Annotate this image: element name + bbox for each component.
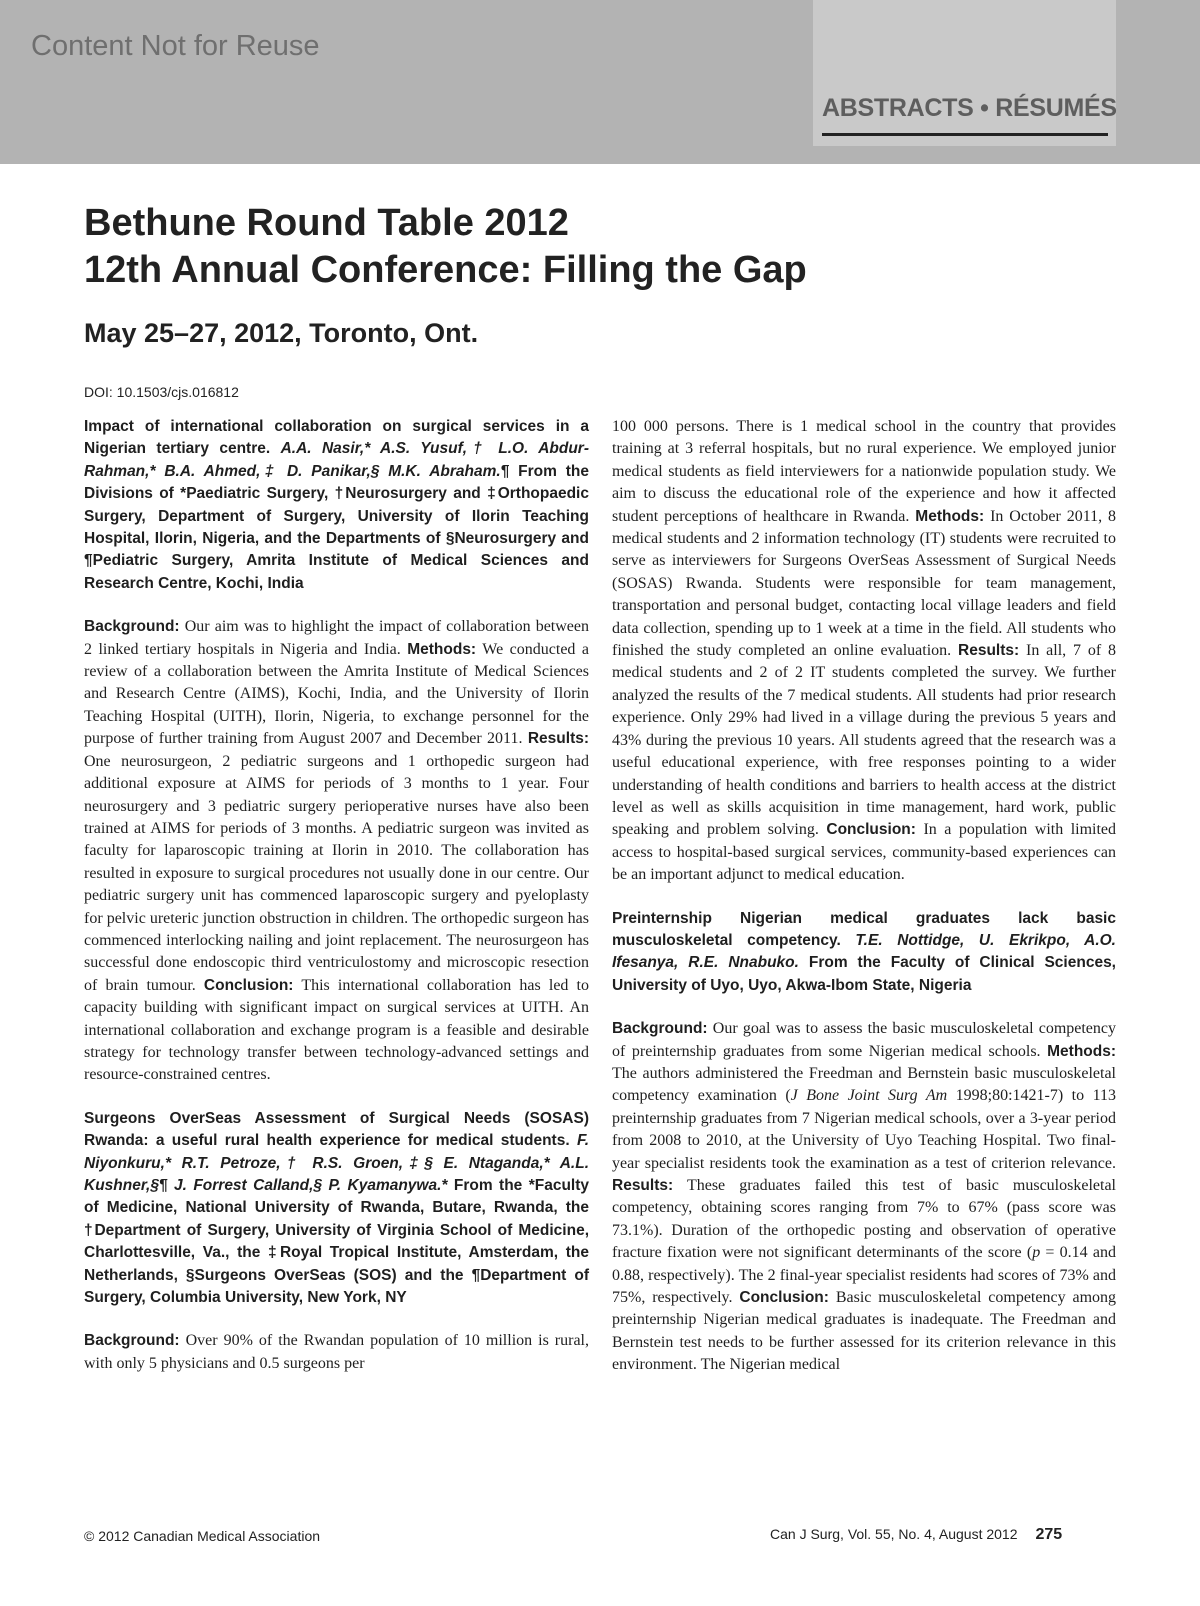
abstract-3-background: Our goal was to assess the basic musculoskeletal competency of preinternship graduates from some Nigerian medical schools. <box>612 1020 1117 1060</box>
abstract-3-background-label: Background: <box>612 1020 708 1038</box>
page-title-line-2: 12th Annual Conference: Filling the Gap <box>84 249 807 291</box>
section-label: ABSTRACTS • RÉSUMÉS <box>822 94 1117 122</box>
abstract-3-methods-part-1: The authors administered the Freedman and Bernstein basic musculoskeletal competency examination ( <box>612 1064 1116 1105</box>
abstract-2-conclusion: In a population with limited access to hospital-based surgical services, community-based experiences can be an important adjunct to medical education. <box>612 821 1117 884</box>
abstract-2-body-continued <box>612 416 1116 887</box>
left-column <box>84 416 589 1375</box>
abstract-3-methods-citation: J Bone Joint Surg Am <box>790 1087 948 1105</box>
abstract-1-results-label: Results: <box>527 730 590 748</box>
abstract-3-conclusion-label: Conclusion: <box>739 1289 829 1307</box>
abstract-1-conclusion: This international collaboration has led to capacity building with significant impact on surgical services at UITH. An international collaboration and exchange program is a feasible and desirable strategy for technology transfer between technology-advanced settings and resource-constrained centres. <box>84 976 589 1084</box>
abstract-3-authors: T.E. Nottidge, U. Ekrikpo, A.O. Ifesanya, R.E. Nnabuko. <box>612 931 1116 972</box>
abstract-2-methods: In October 2011, 8 medical students and 2 information technology (IT) students were recruited to serve as interviewers for Surgeons OverSeas Assessment of Surgical Needs (SOSAS) Rwanda. Students were responsible for team management, transportation and personal budget, contacting local village leaders and field data collection, spending up to 1 week at a time in the field. All students who finished the study completed an online evaluation. <box>612 507 1117 660</box>
abstract-1-conclusion-label: Conclusion: <box>203 976 294 994</box>
abstract-2-title: Surgeons OverSeas Assessment of Surgical Needs (SOSAS) Rwanda: a useful rural health experience for medical students. <box>84 1109 589 1150</box>
abstract-3-affiliation: From the Faculty of Clinical Sciences, University of Uyo, Uyo, Akwa-Ibom State, Nigeria <box>612 954 1116 994</box>
abstract-1-body <box>84 616 589 1087</box>
abstract-2-methods-label: Methods: <box>915 507 985 525</box>
abstract-3-results-p-value-symbol: p <box>1032 1244 1041 1262</box>
abstract-3-results-part-2: = 0.14 and 0.88, respectively). The 2 final-year specialist residents had scores of 73% and 75%, respectively. <box>612 1244 1117 1307</box>
abstract-2-results: In all, 7 of 8 medical students and 2 of 2 IT students completed the survey. We further analyzed the results of the 7 medical students. All students had prior research experience. Only 29% had lived in a village during the previous 5 years and 43% during the previous 10 years. All students agreed that the research was a useful educational experience, with free responses pointing to a wider understanding of health conditions and barriers to health access at the district level as well as skills acquisition in time management, hard work, public speaking and problem solving. <box>612 642 1117 839</box>
conference-date-location: May 25–27, 2012, Toronto, Ont. <box>84 318 479 348</box>
abstract-1-results: One neurosurgeon, 2 pediatric surgeons and 1 orthopedic surgeon had additional exposure at AIMS for periods of 3 months to 1 year. Four neurosurgery and 3 pediatric surgery perioperative nurses have also been trained at AIMS for periods of 3 months. A pediatric surgeon was invited as faculty for laparoscopic training at Ilorin in 2010. The collaboration has resulted in exposure to surgical procedures not usually done in our centre. Our pediatric surgery unit has commenced laparoscopic surgery and pyeloplasty for pelvic ureteric junction obstruction in children. The orthopedic surgeon has commenced interlocking nailing and joint replacement. The neurosurgeon has successful done endoscopic third ventriculostomy and microscopic resection of brain tumour. <box>84 752 589 994</box>
abstract-1-authors: A.A. Nasir,* A.S. Yusuf,† L.O. Abdur-Rahman,* B.A. Ahmed,‡ D. Panikar,§ M.K. Abraham.¶ <box>84 440 589 480</box>
section-label-underline <box>822 133 1108 136</box>
abstract-3-methods-label: Methods: <box>1047 1042 1117 1060</box>
abstract-2-background-label: Background: <box>84 1332 180 1350</box>
right-column <box>612 416 1116 1377</box>
page-title <box>84 200 807 294</box>
abstract-3-results-label: Results: <box>612 1177 674 1194</box>
abstract-2-conclusion-label: Conclusion: <box>826 821 916 839</box>
abstract-2-results-label: Results: <box>958 642 1020 660</box>
abstract-3-methods-part-2: 1998;80:1421-7) to 113 preinternship graduates from 7 Nigerian medical schools, over a 3-year period from 2008 to 2010, at the University of Uyo Teaching Hospital. Two final-year specialist residents took the examination as a test of criterion relevance. <box>612 1087 1116 1172</box>
doi: DOI: 10.1503/cjs.016812 <box>84 384 239 400</box>
abstract-2-body-start <box>84 1330 589 1375</box>
abstract-2-heading <box>84 1108 589 1310</box>
abstract-2-authors: F. Niyonkuru,* R.T. Petroze,† R.S. Groen,‡§ E. Ntaganda,* A.L. Kushner,§¶ J. Forrest Calland,§ P. Kyamanywa.* <box>84 1132 590 1194</box>
section-label-box <box>813 0 1116 146</box>
abstract-3-results-part-1: These graduates failed this test of basic musculoskeletal competency, obtaining scores ranging from 7% to 67% (pass score was 73.1%). Duration of the orthopedic posting and observation of operative fracture fixation were not significant determinants of the score ( <box>612 1177 1116 1262</box>
page-number: 275 <box>1035 1526 1063 1543</box>
page-title-line-1: Bethune Round Table 2012 <box>84 202 569 244</box>
abstract-1-title: Impact of international collaboration on surgical services in a Nigerian tertiary centre. <box>84 418 589 458</box>
footer-journal: Can J Surg, Vol. 55, No. 4, August 2012 <box>770 1526 1018 1542</box>
abstract-2-background-part-1: Over 90% of the Rwandan population of 10 million is rural, with only 5 physicians and 0.5 surgeons per <box>84 1332 590 1372</box>
abstract-3-conclusion: Basic musculoskeletal competency among preinternship Nigerian medical graduates is inadequate. The Freedman and Bernstein test needs to be further assessed for its criterion relevance in this environment. The Nigerian medical <box>612 1289 1117 1374</box>
abstract-1-methods-label: Methods: <box>407 640 477 658</box>
footer-citation <box>770 1526 1062 1544</box>
abstract-1-background-label: Background: <box>84 618 180 636</box>
footer-copyright: © 2012 Canadian Medical Association <box>84 1528 321 1544</box>
abstract-3-heading <box>612 908 1116 998</box>
abstract-1-background: Our aim was to highlight the impact of collaboration between 2 linked tertiary hospitals in Nigeria and India. <box>84 618 590 658</box>
abstract-2-background-part-2: 100 000 persons. There is 1 medical school in the country that provides training at 3 referral hospitals, but no rural experience. We employed junior medical students as field interviewers for a nationwide population study. We aim to discuss the educational role of the experience and how it affected student perceptions of healthcare in Rwanda. <box>612 418 1116 525</box>
abstract-3-body <box>612 1018 1116 1377</box>
abstract-2-affiliation: From the *Faculty of Medicine, National University of Rwanda, Butare, Rwanda, the †Department of Surgery, University of Virginia School of Medicine, Charlottesville, Va., the ‡Royal Tropical Institute, Amsterdam, the Netherlands, §Surgeons OverSeas (SOS) and the ¶Department of Surgery, Columbia University, New York, NY <box>84 1177 589 1307</box>
abstract-1-heading <box>84 416 589 595</box>
abstract-1-affiliation: From the Divisions of *Paediatric Surgery, †Neurosurgery and ‡Orthopaedic Surgery, Department of Surgery, University of Ilorin Teaching Hospital, Ilorin, Nigeria, and the Departments of §Neurosurgery and ¶Pediatric Surgery, Amrita Institute of Medical Sciences and Research Centre, Kochi, India <box>84 462 589 592</box>
abstract-1-methods: We conducted a review of a collaboration between the Amrita Institute of Medical Sciences and Research Centre (AIMS), Kochi, India, and the University of Ilorin Teaching Hospital (UITH), Ilorin, Nigeria, to exchange personnel for the purpose of further training from August 2007 and December 2011. <box>84 640 590 748</box>
abstract-3-title: Preinternship Nigerian medical graduates lack basic musculoskeletal competency. <box>612 909 1116 949</box>
watermark-text: Content Not for Reuse <box>31 30 320 62</box>
